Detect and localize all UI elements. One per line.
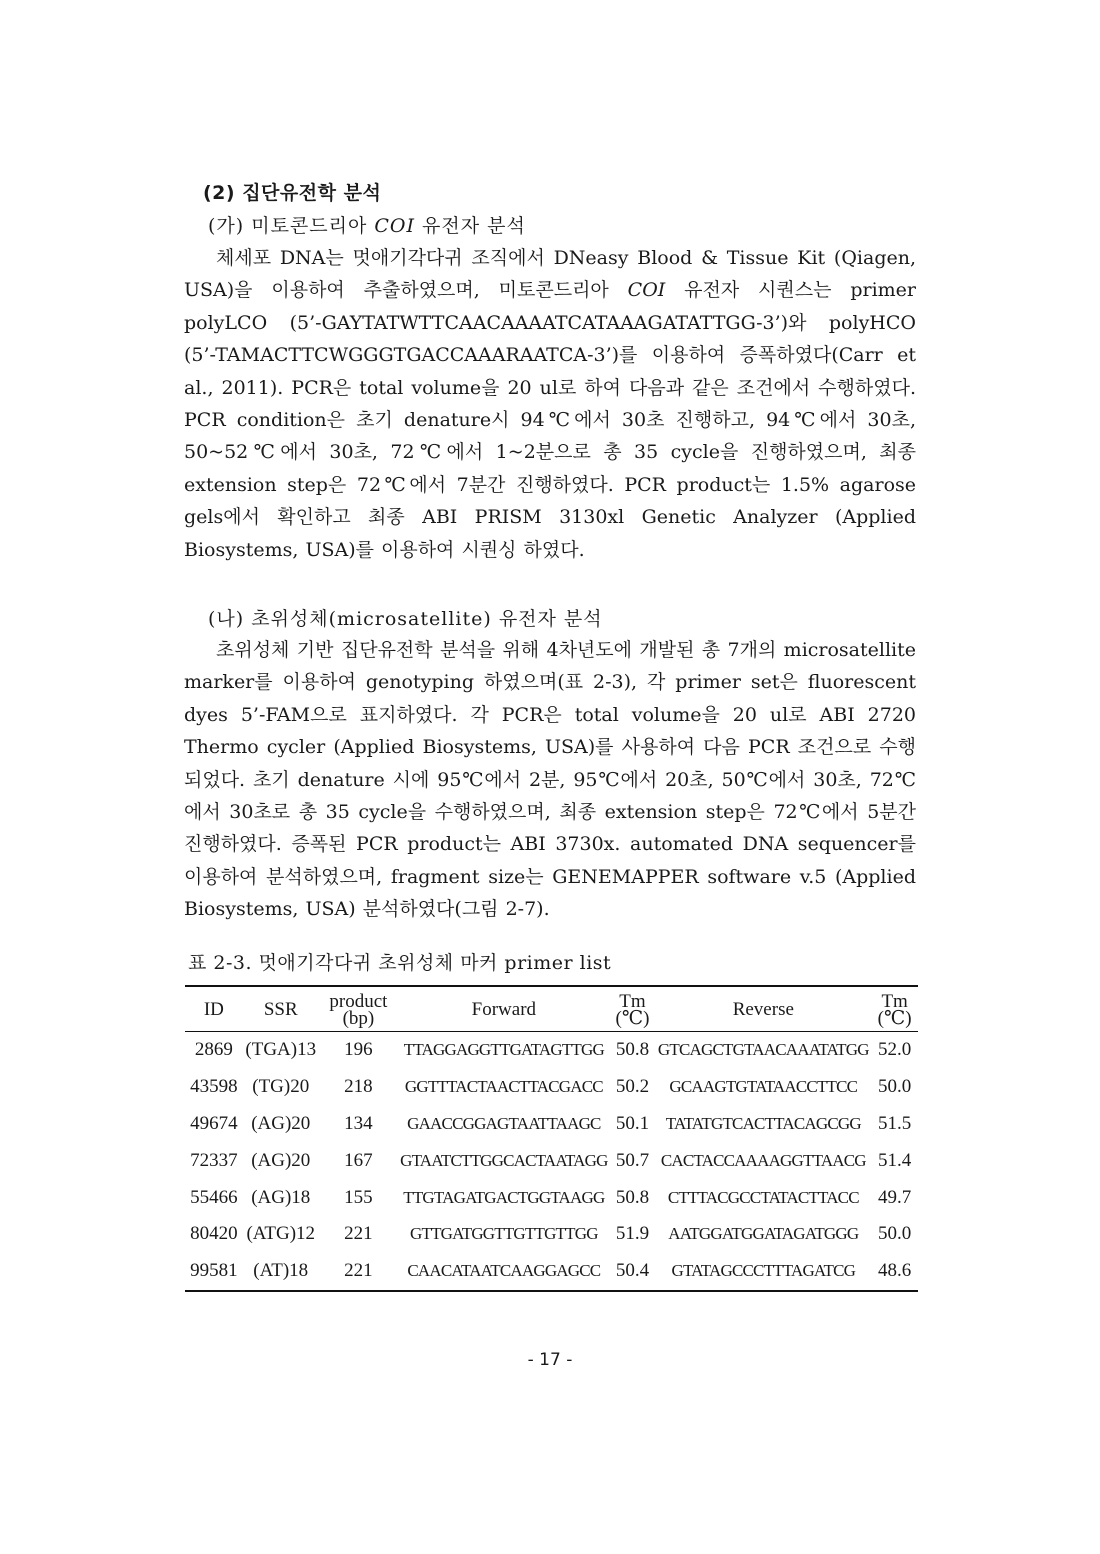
header-product: [319, 986, 398, 1032]
subsection-label: (가) 미토콘드리아: [208, 215, 375, 237]
cell-tm-forward: 50.1: [615, 1112, 650, 1134]
section-title: (2) 집단유전학 분석: [203, 182, 382, 204]
cell-reverse: CTTTACGCCTATACTTACC: [667, 1187, 859, 1207]
cell-forward: GGTTTACTAACTTACGACC: [404, 1077, 603, 1097]
cell-tm-reverse: 48.6: [878, 1260, 912, 1282]
cell-tm-forward: 51.9: [615, 1223, 650, 1245]
header-reverse: Reverse: [732, 999, 794, 1020]
cell-ssr: (AG)20: [251, 1112, 311, 1134]
cell-tm-reverse: 49.7: [878, 1186, 912, 1208]
cell-product: 221: [344, 1260, 373, 1282]
cell-tm-forward: 50.7: [615, 1149, 650, 1171]
cell-tm-reverse: 50.0: [878, 1223, 912, 1245]
cell-reverse: TATATGTCACTTACAGCGG: [665, 1113, 861, 1133]
table-row: [185, 1032, 918, 1069]
primer-table: [185, 985, 918, 1292]
cell-id: 99581: [190, 1260, 238, 1282]
table-caption: 표 2-3. 멋애기각다귀 초위성체 마커 primer list: [188, 952, 612, 974]
cell-reverse: GTATAGCCCTTTAGATCG: [671, 1261, 856, 1281]
cell-tm-forward: 50.8: [615, 1039, 650, 1061]
table-row: [185, 1106, 918, 1143]
table-row: [185, 1253, 918, 1291]
cell-id: 80420: [190, 1223, 238, 1245]
header-id: ID: [203, 999, 224, 1020]
header-tm-forward-line2: (℃): [615, 1007, 650, 1029]
cell-tm-reverse: 52.0: [878, 1039, 912, 1061]
cell-id: 49674: [190, 1112, 238, 1134]
header-product-line1: product: [329, 990, 388, 1012]
paragraph-coi-method: [184, 242, 916, 566]
cell-tm-forward: 50.4: [615, 1260, 650, 1282]
table-row: [185, 1179, 918, 1216]
cell-product: 221: [344, 1223, 373, 1245]
page-number: - 17 -: [527, 1350, 573, 1370]
para2-text: 초위성체 기반 집단유전학 분석을 위해 4차년도에 개발된 총 7개의 microsatellite marker를 이용하여 genotyping 하였으며(표 2-3), 각 primer set은 fluorescent dyes 5’-FAM으로 표지하였다. 각 PCR은 total volume을 20 ul로 ABI 2720 Thermo cycler (Applied Biosystems, USA)를 사용하여 다음 PCR 조건으로 수행되었다. 초기 denature 시에 95℃에서 2분, 95℃에서 20초, 50℃에서 30초, 72℃에서 30초로 총 35 cycle을 수행하였으며, 최종 extension step은 72℃에서 5분간 진행하였다. 증폭된 PCR product는 ABI 3730x. automated DNA sequencer를 이용하여 분석하였으며, fragment size는 GENEMAPPER software v.5 (Applied Biosystems, USA) 분석하였다(그림 2-7).: [184, 639, 916, 921]
table-row: [185, 1142, 918, 1179]
cell-ssr: (TG)20: [252, 1076, 310, 1098]
cell-product: 196: [344, 1039, 373, 1061]
cell-forward: GAACCGGAGTAATTAAGC: [407, 1113, 601, 1133]
gene-name: COI: [374, 215, 416, 237]
header-ssr: SSR: [263, 999, 298, 1020]
table-row: [185, 1069, 918, 1106]
cell-id: 55466: [190, 1186, 238, 1208]
subsection-title-microsatellite: (나) 초위성체(microsatellite) 유전자 분석: [208, 608, 603, 630]
header-tm-reverse-line1: Tm: [881, 990, 908, 1012]
cell-ssr: (AG)18: [251, 1186, 311, 1208]
cell-ssr: (ATG)12: [246, 1223, 316, 1245]
cell-forward: GTTGATGGTTGTTGTTGG: [410, 1224, 598, 1244]
cell-forward: CAACATAATCAAGGAGCC: [407, 1261, 601, 1281]
cell-product: 167: [344, 1149, 373, 1171]
header-tm-forward: [610, 986, 656, 1032]
cell-reverse: CACTACCAAAAGGTTAACG: [660, 1150, 866, 1170]
cell-tm-reverse: 51.4: [878, 1149, 912, 1171]
header-tm-reverse: [871, 986, 918, 1032]
cell-ssr: (TGA)13: [245, 1039, 317, 1061]
cell-product: 155: [344, 1186, 373, 1208]
cell-reverse: AATGGATGGATAGATGGG: [668, 1224, 859, 1244]
cell-id: 2869: [194, 1039, 233, 1061]
cell-id: 72337: [190, 1149, 238, 1171]
table-header-row: [185, 986, 918, 1032]
subsection-rest: 유전자 분석: [415, 215, 526, 237]
cell-tm-forward: 50.8: [615, 1186, 650, 1208]
para1-gene-name: COI: [627, 279, 666, 302]
header-tm-reverse-line2: (℃): [877, 1007, 912, 1029]
cell-tm-reverse: 51.5: [878, 1112, 912, 1134]
para1-text-2: 유전자 시퀀스는 primer polyLCO (5’-GAYTATWTTCAACAAAATCATAAAGATATTGG-3’)와 polyHCO (5’-TAMACTTCWGGGTGACCAAARAATCA-3’)를 이용하여 증폭하였다(Carr et al., 2011). PCR은 total volume을 20 ul로 하여 다음과 같은 조건에서 수행하였다. PCR condition은 초기 denature시 94℃에서 30초 진행하고, 94℃에서 30초, 50~52℃에서 30초, 72℃에서 1~2분으로 총 35 cycle을 진행하였으며, 최종 extension step은 72℃에서 7분간 진행하였다. PCR product는 1.5% agarose gels에서 확인하고 최종 ABI PRISM 3130xl Genetic Analyzer (Applied Biosystems, USA)를 이용하여 시퀀싱 하였다.: [184, 279, 916, 561]
para1-text-1: 체세포 DNA는 멋애기각다귀 조직에서 DNeasy Blood & Tissue Kit (Qiagen, USA)을 이용하여 추출하였으며, 미토콘드리아: [184, 247, 916, 302]
cell-tm-forward: 50.2: [615, 1076, 650, 1098]
cell-reverse: GTCAGCTGTAACAAATATGG: [657, 1040, 869, 1060]
cell-ssr: (AG)20: [251, 1149, 311, 1171]
header-product-line2: (bp): [342, 1007, 375, 1029]
cell-ssr: (AT)18: [253, 1260, 309, 1282]
paragraph-microsatellite-method: [184, 634, 916, 926]
table-row: [185, 1216, 918, 1253]
cell-forward: GTAATCTTGGCACTAATAGG: [400, 1150, 608, 1170]
cell-forward: TTGTAGATGACTGGTAAGG: [403, 1187, 605, 1207]
cell-product: 218: [344, 1076, 373, 1098]
header-tm-forward-line1: Tm: [619, 990, 646, 1012]
cell-reverse: GCAAGTGTATAACCTTCC: [669, 1077, 858, 1097]
cell-product: 134: [344, 1112, 373, 1134]
cell-id: 43598: [190, 1076, 238, 1098]
header-forward: Forward: [471, 999, 537, 1020]
cell-forward: TTAGGAGGTTGATAGTTGG: [403, 1040, 604, 1060]
cell-tm-reverse: 50.0: [878, 1076, 912, 1098]
subsection-title-coi: [208, 211, 526, 238]
